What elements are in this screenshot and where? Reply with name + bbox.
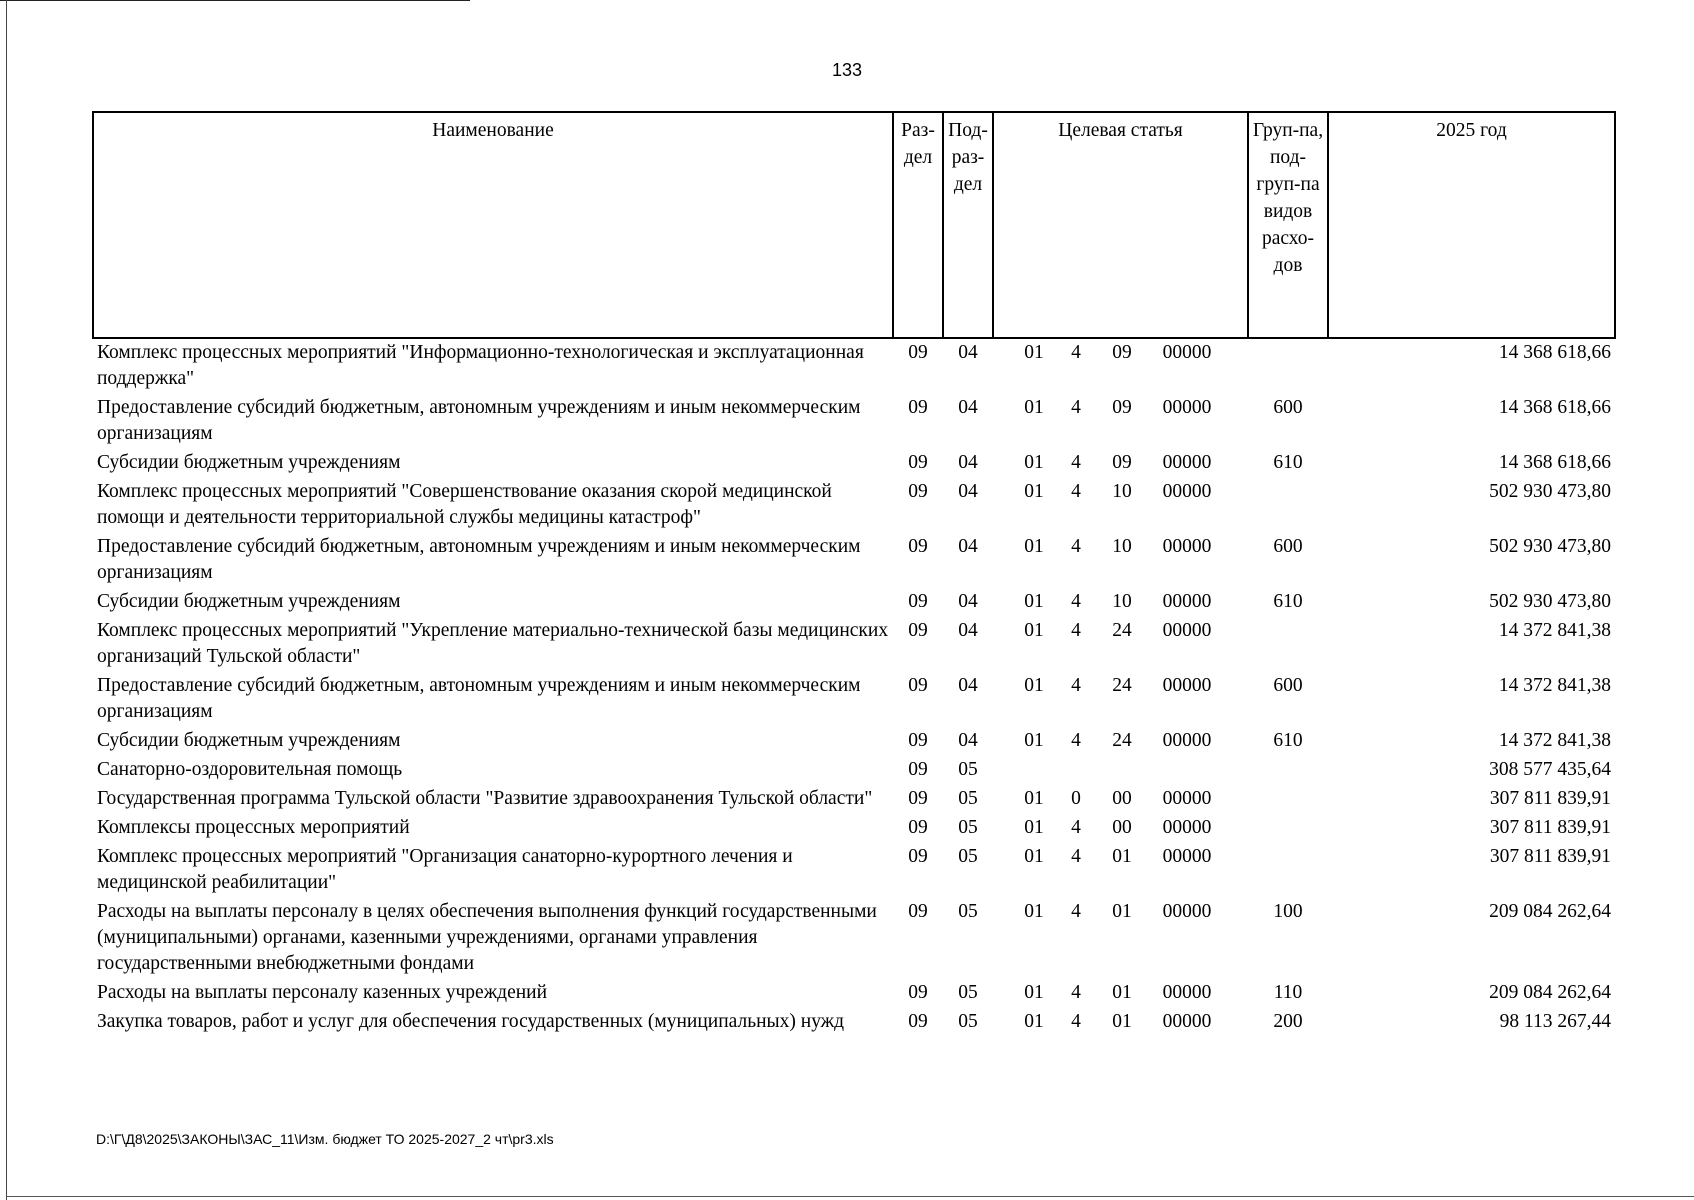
header-expense-group: Груп-па, под-груп-па видов расхо-дов — [1248, 112, 1328, 338]
target-type-code: 4 — [1071, 536, 1081, 557]
target-structural-code: 01 — [1112, 982, 1132, 1003]
target-structural-code: 09 — [1112, 452, 1132, 473]
row-podrazdel: 04 — [958, 481, 978, 502]
row-name: Предоставление субсидий бюджетным, автономным учреждениям и иным некоммерческим организациям — [97, 675, 861, 722]
row-amount-2025: 502 930 473,80 — [1489, 591, 1611, 612]
row-expense-group — [1248, 843, 1328, 898]
row-amount-2025: 14 368 618,66 — [1498, 397, 1611, 418]
row-podrazdel: 04 — [958, 536, 978, 557]
row-podrazdel: 04 — [958, 591, 978, 612]
target-structural-code: 00 — [1112, 788, 1132, 809]
row-podrazdel: 05 — [958, 901, 978, 922]
footer-file-path: D:\Г\Д8\2025\ЗАКОНЫ\ЗАС_11\Изм. бюджет ТО 2025-2027_2 чт\pr3.xls — [96, 1131, 554, 1147]
row-name: Расходы на выплаты персоналу казенных учреждений — [97, 982, 548, 1003]
row-expense-group: 600 — [1273, 397, 1303, 418]
target-structural-code: 24 — [1112, 620, 1132, 641]
target-program-code: 01 — [1024, 846, 1044, 867]
row-target-article — [993, 588, 1248, 617]
row-amount-2025: 209 084 262,64 — [1489, 982, 1611, 1003]
table-row — [93, 756, 1615, 785]
row-podrazdel: 05 — [958, 1011, 978, 1032]
row-razdel: 09 — [908, 397, 928, 418]
row-podrazdel: 04 — [958, 620, 978, 641]
table-row — [93, 449, 1615, 478]
row-amount-2025: 308 577 435,64 — [1489, 759, 1611, 780]
target-type-code: 4 — [1071, 397, 1081, 418]
target-program-code: 01 — [1024, 901, 1044, 922]
row-podrazdel: 04 — [958, 397, 978, 418]
row-name: Государственная программа Тульской области "Развитие здравоохранения Тульской области" — [97, 788, 873, 809]
target-type-code: 4 — [1071, 730, 1081, 751]
header-year: 2025 год — [1328, 112, 1615, 338]
row-name: Субсидии бюджетным учреждениям — [97, 730, 401, 751]
row-razdel: 09 — [908, 1011, 928, 1032]
target-type-code: 4 — [1071, 342, 1081, 363]
target-type-code: 4 — [1071, 817, 1081, 838]
budget-table — [92, 111, 1616, 1037]
table-row — [93, 898, 1615, 979]
target-direction-code: 00000 — [1162, 591, 1212, 612]
scan-edge-left — [6, 0, 7, 1200]
row-name: Комплекс процессных мероприятий "Укрепление материально-технической базы медицинских организаций Тульской области" — [97, 620, 889, 667]
row-razdel: 09 — [908, 788, 928, 809]
target-direction-code: 00000 — [1162, 397, 1212, 418]
scan-edge-bottom — [6, 1196, 1694, 1197]
row-expense-group: 100 — [1273, 901, 1303, 922]
row-amount-2025: 502 930 473,80 — [1489, 536, 1611, 557]
header-podrazdel: Под-раз-дел — [943, 112, 993, 338]
row-podrazdel: 05 — [958, 788, 978, 809]
row-target-article — [993, 449, 1248, 478]
target-direction-code: 00000 — [1162, 620, 1212, 641]
scan-edge-top — [0, 0, 470, 1]
row-target-article — [993, 756, 1248, 785]
row-target-article — [993, 727, 1248, 756]
target-structural-code: 10 — [1112, 536, 1132, 557]
header-row — [93, 112, 1615, 338]
row-amount-2025: 307 811 839,91 — [1489, 846, 1611, 867]
target-type-code: 4 — [1071, 901, 1081, 922]
row-expense-group — [1248, 814, 1328, 843]
header-name: Наименование — [93, 112, 893, 338]
row-target-article — [993, 617, 1248, 672]
row-razdel: 09 — [908, 481, 928, 502]
target-structural-code: 24 — [1112, 675, 1132, 696]
row-amount-2025: 14 372 841,38 — [1498, 675, 1611, 696]
target-program-code: 01 — [1024, 452, 1044, 473]
target-type-code: 4 — [1071, 620, 1081, 641]
row-target-article — [993, 1008, 1248, 1037]
row-podrazdel: 05 — [958, 817, 978, 838]
target-direction-code: 00000 — [1162, 1011, 1212, 1032]
target-type-code: 4 — [1071, 481, 1081, 502]
page-number: 133 — [831, 60, 863, 80]
row-razdel: 09 — [908, 342, 928, 363]
target-type-code: 4 — [1071, 452, 1081, 473]
row-amount-2025: 14 368 618,66 — [1498, 342, 1611, 363]
target-direction-code: 00000 — [1162, 481, 1212, 502]
row-name: Комплекс процессных мероприятий "Совершенствование оказания скорой медицинской помощи и деятельности территориальной службы медицины катастроф" — [97, 481, 832, 528]
row-expense-group: 600 — [1273, 675, 1303, 696]
row-razdel: 09 — [908, 591, 928, 612]
row-expense-group — [1248, 756, 1328, 785]
target-structural-code: 01 — [1112, 1011, 1132, 1032]
row-target-article — [993, 843, 1248, 898]
row-expense-group: 200 — [1273, 1011, 1303, 1032]
table-row — [93, 785, 1615, 814]
target-program-code: 01 — [1024, 397, 1044, 418]
row-name: Санаторно-оздоровительная помощь — [97, 759, 403, 780]
target-type-code: 4 — [1071, 982, 1081, 1003]
row-expense-group: 610 — [1273, 452, 1303, 473]
target-program-code: 01 — [1024, 591, 1044, 612]
target-program-code: 01 — [1024, 730, 1044, 751]
row-amount-2025: 14 368 618,66 — [1498, 452, 1611, 473]
target-program-code: 01 — [1024, 342, 1044, 363]
row-name: Комплекс процессных мероприятий "Информационно-технологическая и эксплуатационная поддержка" — [97, 342, 864, 389]
target-structural-code: 01 — [1112, 901, 1132, 922]
target-program-code: 01 — [1024, 536, 1044, 557]
target-type-code: 4 — [1071, 846, 1081, 867]
row-expense-group: 610 — [1273, 591, 1303, 612]
row-podrazdel: 04 — [958, 342, 978, 363]
row-target-article — [993, 478, 1248, 533]
row-amount-2025: 209 084 262,64 — [1489, 901, 1611, 922]
table-row — [93, 588, 1615, 617]
target-program-code: 01 — [1024, 982, 1044, 1003]
row-target-article — [993, 672, 1248, 727]
row-name: Предоставление субсидий бюджетным, автономным учреждениям и иным некоммерческим организациям — [97, 397, 861, 444]
row-expense-group: 600 — [1273, 536, 1303, 557]
row-name: Субсидии бюджетным учреждениям — [97, 452, 401, 473]
target-program-code: 01 — [1024, 788, 1044, 809]
target-type-code: 4 — [1071, 675, 1081, 696]
target-direction-code: 00000 — [1162, 452, 1212, 473]
target-direction-code: 00000 — [1162, 730, 1212, 751]
target-program-code: 01 — [1024, 817, 1044, 838]
table-row — [93, 672, 1615, 727]
row-amount-2025: 98 113 267,44 — [1499, 1011, 1611, 1032]
row-expense-group: 610 — [1273, 730, 1303, 751]
row-razdel: 09 — [908, 901, 928, 922]
row-target-article — [993, 785, 1248, 814]
row-target-article — [993, 338, 1248, 394]
row-razdel: 09 — [908, 730, 928, 751]
target-direction-code: 00000 — [1162, 675, 1212, 696]
target-structural-code: 24 — [1112, 730, 1132, 751]
table-row — [93, 843, 1615, 898]
table-row — [93, 478, 1615, 533]
row-podrazdel: 04 — [958, 675, 978, 696]
table-row — [93, 617, 1615, 672]
row-target-article — [993, 394, 1248, 449]
row-name: Комплекс процессных мероприятий "Организация санаторно-курортного лечения и медицинской реабилитации" — [97, 846, 793, 893]
table-row — [93, 1008, 1615, 1037]
target-program-code: 01 — [1024, 1011, 1044, 1032]
header-razdel: Раз-дел — [893, 112, 943, 338]
target-direction-code: 00000 — [1162, 536, 1212, 557]
target-structural-code: 09 — [1112, 397, 1132, 418]
row-razdel: 09 — [908, 452, 928, 473]
row-target-article — [993, 898, 1248, 979]
target-structural-code: 09 — [1112, 342, 1132, 363]
row-target-article — [993, 979, 1248, 1008]
row-name: Комплексы процессных мероприятий — [97, 817, 410, 838]
target-program-code: 01 — [1024, 675, 1044, 696]
row-razdel: 09 — [908, 846, 928, 867]
row-amount-2025: 307 811 839,91 — [1489, 788, 1611, 809]
table-row — [93, 814, 1615, 843]
target-direction-code: 00000 — [1162, 846, 1212, 867]
row-razdel: 09 — [908, 759, 928, 780]
table-row — [93, 727, 1615, 756]
target-structural-code: 01 — [1112, 846, 1132, 867]
target-type-code: 0 — [1071, 788, 1081, 809]
row-name: Субсидии бюджетным учреждениям — [97, 591, 401, 612]
table-row — [93, 533, 1615, 588]
header-target-article: Целевая статья — [993, 112, 1248, 338]
table-row — [93, 979, 1615, 1008]
row-razdel: 09 — [908, 817, 928, 838]
row-podrazdel: 04 — [958, 452, 978, 473]
target-direction-code: 00000 — [1162, 817, 1212, 838]
target-structural-code: 00 — [1112, 817, 1132, 838]
row-podrazdel: 05 — [958, 846, 978, 867]
row-target-article — [993, 814, 1248, 843]
target-direction-code: 00000 — [1162, 342, 1212, 363]
row-expense-group — [1248, 338, 1328, 394]
target-direction-code: 00000 — [1162, 788, 1212, 809]
row-podrazdel: 04 — [958, 730, 978, 751]
target-type-code: 4 — [1071, 1011, 1081, 1032]
row-amount-2025: 307 811 839,91 — [1489, 817, 1611, 838]
row-expense-group — [1248, 785, 1328, 814]
table-row — [93, 394, 1615, 449]
row-razdel: 09 — [908, 620, 928, 641]
row-expense-group — [1248, 478, 1328, 533]
row-name: Расходы на выплаты персоналу в целях обеспечения выполнения функций государственными (муниципальными) органами, казенными учреждениями, органами управления государственными внебюджетными фондами — [97, 901, 877, 974]
row-amount-2025: 14 372 841,38 — [1498, 730, 1611, 751]
target-direction-code: 00000 — [1162, 901, 1212, 922]
row-amount-2025: 14 372 841,38 — [1498, 620, 1611, 641]
row-podrazdel: 05 — [958, 759, 978, 780]
row-expense-group: 110 — [1273, 982, 1303, 1003]
target-program-code: 01 — [1024, 620, 1044, 641]
target-type-code: 4 — [1071, 591, 1081, 612]
table-row — [93, 338, 1615, 394]
row-name: Закупка товаров, работ и услуг для обеспечения государственных (муниципальных) нужд — [97, 1011, 845, 1032]
row-razdel: 09 — [908, 675, 928, 696]
row-podrazdel: 05 — [958, 982, 978, 1003]
row-amount-2025: 502 930 473,80 — [1489, 481, 1611, 502]
target-program-code: 01 — [1024, 481, 1044, 502]
target-structural-code: 10 — [1112, 481, 1132, 502]
target-direction-code: 00000 — [1162, 982, 1212, 1003]
row-name: Предоставление субсидий бюджетным, автономным учреждениям и иным некоммерческим организациям — [97, 536, 861, 583]
row-target-article — [993, 533, 1248, 588]
row-expense-group — [1248, 617, 1328, 672]
target-structural-code: 10 — [1112, 591, 1132, 612]
row-razdel: 09 — [908, 536, 928, 557]
row-razdel: 09 — [908, 982, 928, 1003]
